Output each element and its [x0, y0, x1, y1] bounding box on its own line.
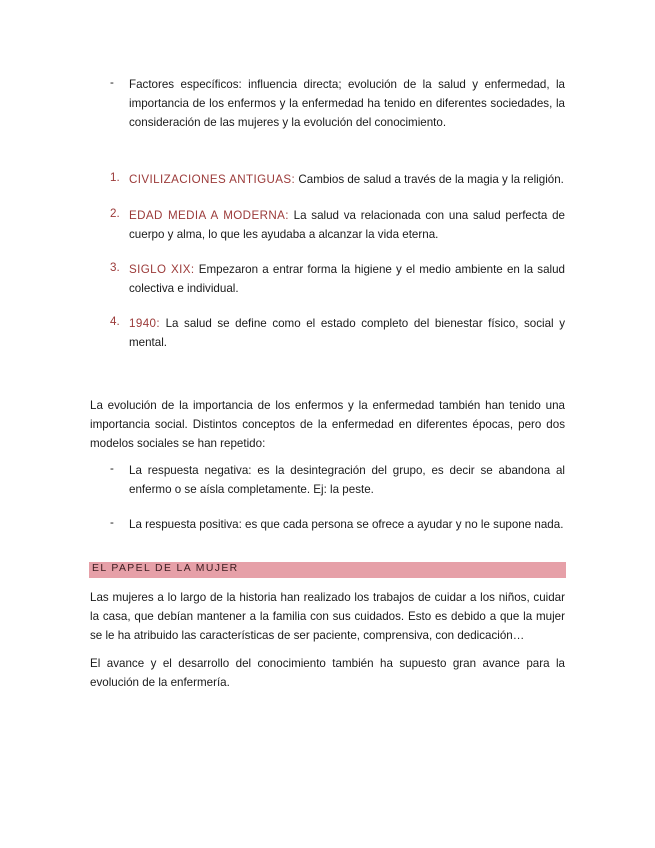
section-header-band: [89, 562, 566, 578]
list-number-4: 4.: [110, 315, 120, 328]
list-heading: EDAD MEDIA A MODERNA:: [129, 209, 289, 222]
list-text: La salud va relacionada con una salud perfecta de cuerpo y alma, lo que les ayudaba a alcanzar la vida eterna.: [129, 209, 565, 241]
list-number-1: 1.: [110, 171, 120, 184]
bullet-marker: -: [110, 76, 114, 89]
women-paragraph-1: Las mujeres a lo largo de la historia han realizado los trabajos de cuidar a los niños, cuidar la casa, que debían mantener a la familia con sus cuidados. Esto es debido a que la mujer se le ha atribuido las características de ser paciente, comprensiva, con dedicación…: [90, 591, 565, 642]
social-paragraph: La evolución de la importancia de los enfermos y la enfermedad también han tenido una importancia social. Distintos conceptos de la enfermedad en diferentes épocas, pero dos modelos sociales se han repetido:: [90, 399, 565, 450]
list-item-1940: [129, 314, 565, 352]
section-title: EL PAPEL DE LA MUJER: [92, 563, 239, 574]
bullet-marker: -: [110, 516, 114, 529]
list-item-edad-media: [129, 206, 565, 244]
list-text: Cambios de salud a través de la magia y la religión.: [295, 173, 564, 186]
bullet-marker: -: [110, 462, 114, 475]
list-item-civilizaciones: [129, 170, 565, 189]
women-paragraph-2: El avance y el desarrollo del conocimiento también ha supuesto gran avance para la evolución de la enfermería.: [90, 657, 565, 689]
list-number-2: 2.: [110, 207, 120, 220]
list-heading: CIVILIZACIONES ANTIGUAS:: [129, 173, 296, 186]
response-positive: La respuesta positiva: es que cada persona se ofrece a ayudar y no le supone nada.: [129, 518, 564, 531]
list-number-3: 3.: [110, 261, 120, 274]
list-item-siglo-xix: [129, 260, 565, 298]
response-negative: La respuesta negativa: es la desintegración del grupo, es decir se abandona al enfermo o se aísla completamente. Ej: la peste.: [129, 464, 565, 496]
list-text: La salud se define como el estado completo del bienestar físico, social y mental.: [129, 317, 565, 349]
list-heading: SIGLO XIX:: [129, 263, 195, 276]
intro-bullet-text: Factores específicos: influencia directa; evolución de la salud y enfermedad, la importancia de los enfermos y la enfermedad ha tenido en diferentes sociedades, la consideración de las mujeres y la evolución del conocimiento.: [129, 78, 565, 129]
list-text: Empezaron a entrar forma la higiene y el medio ambiente en la salud colectiva e individual.: [129, 263, 565, 295]
list-heading: 1940:: [129, 317, 161, 330]
